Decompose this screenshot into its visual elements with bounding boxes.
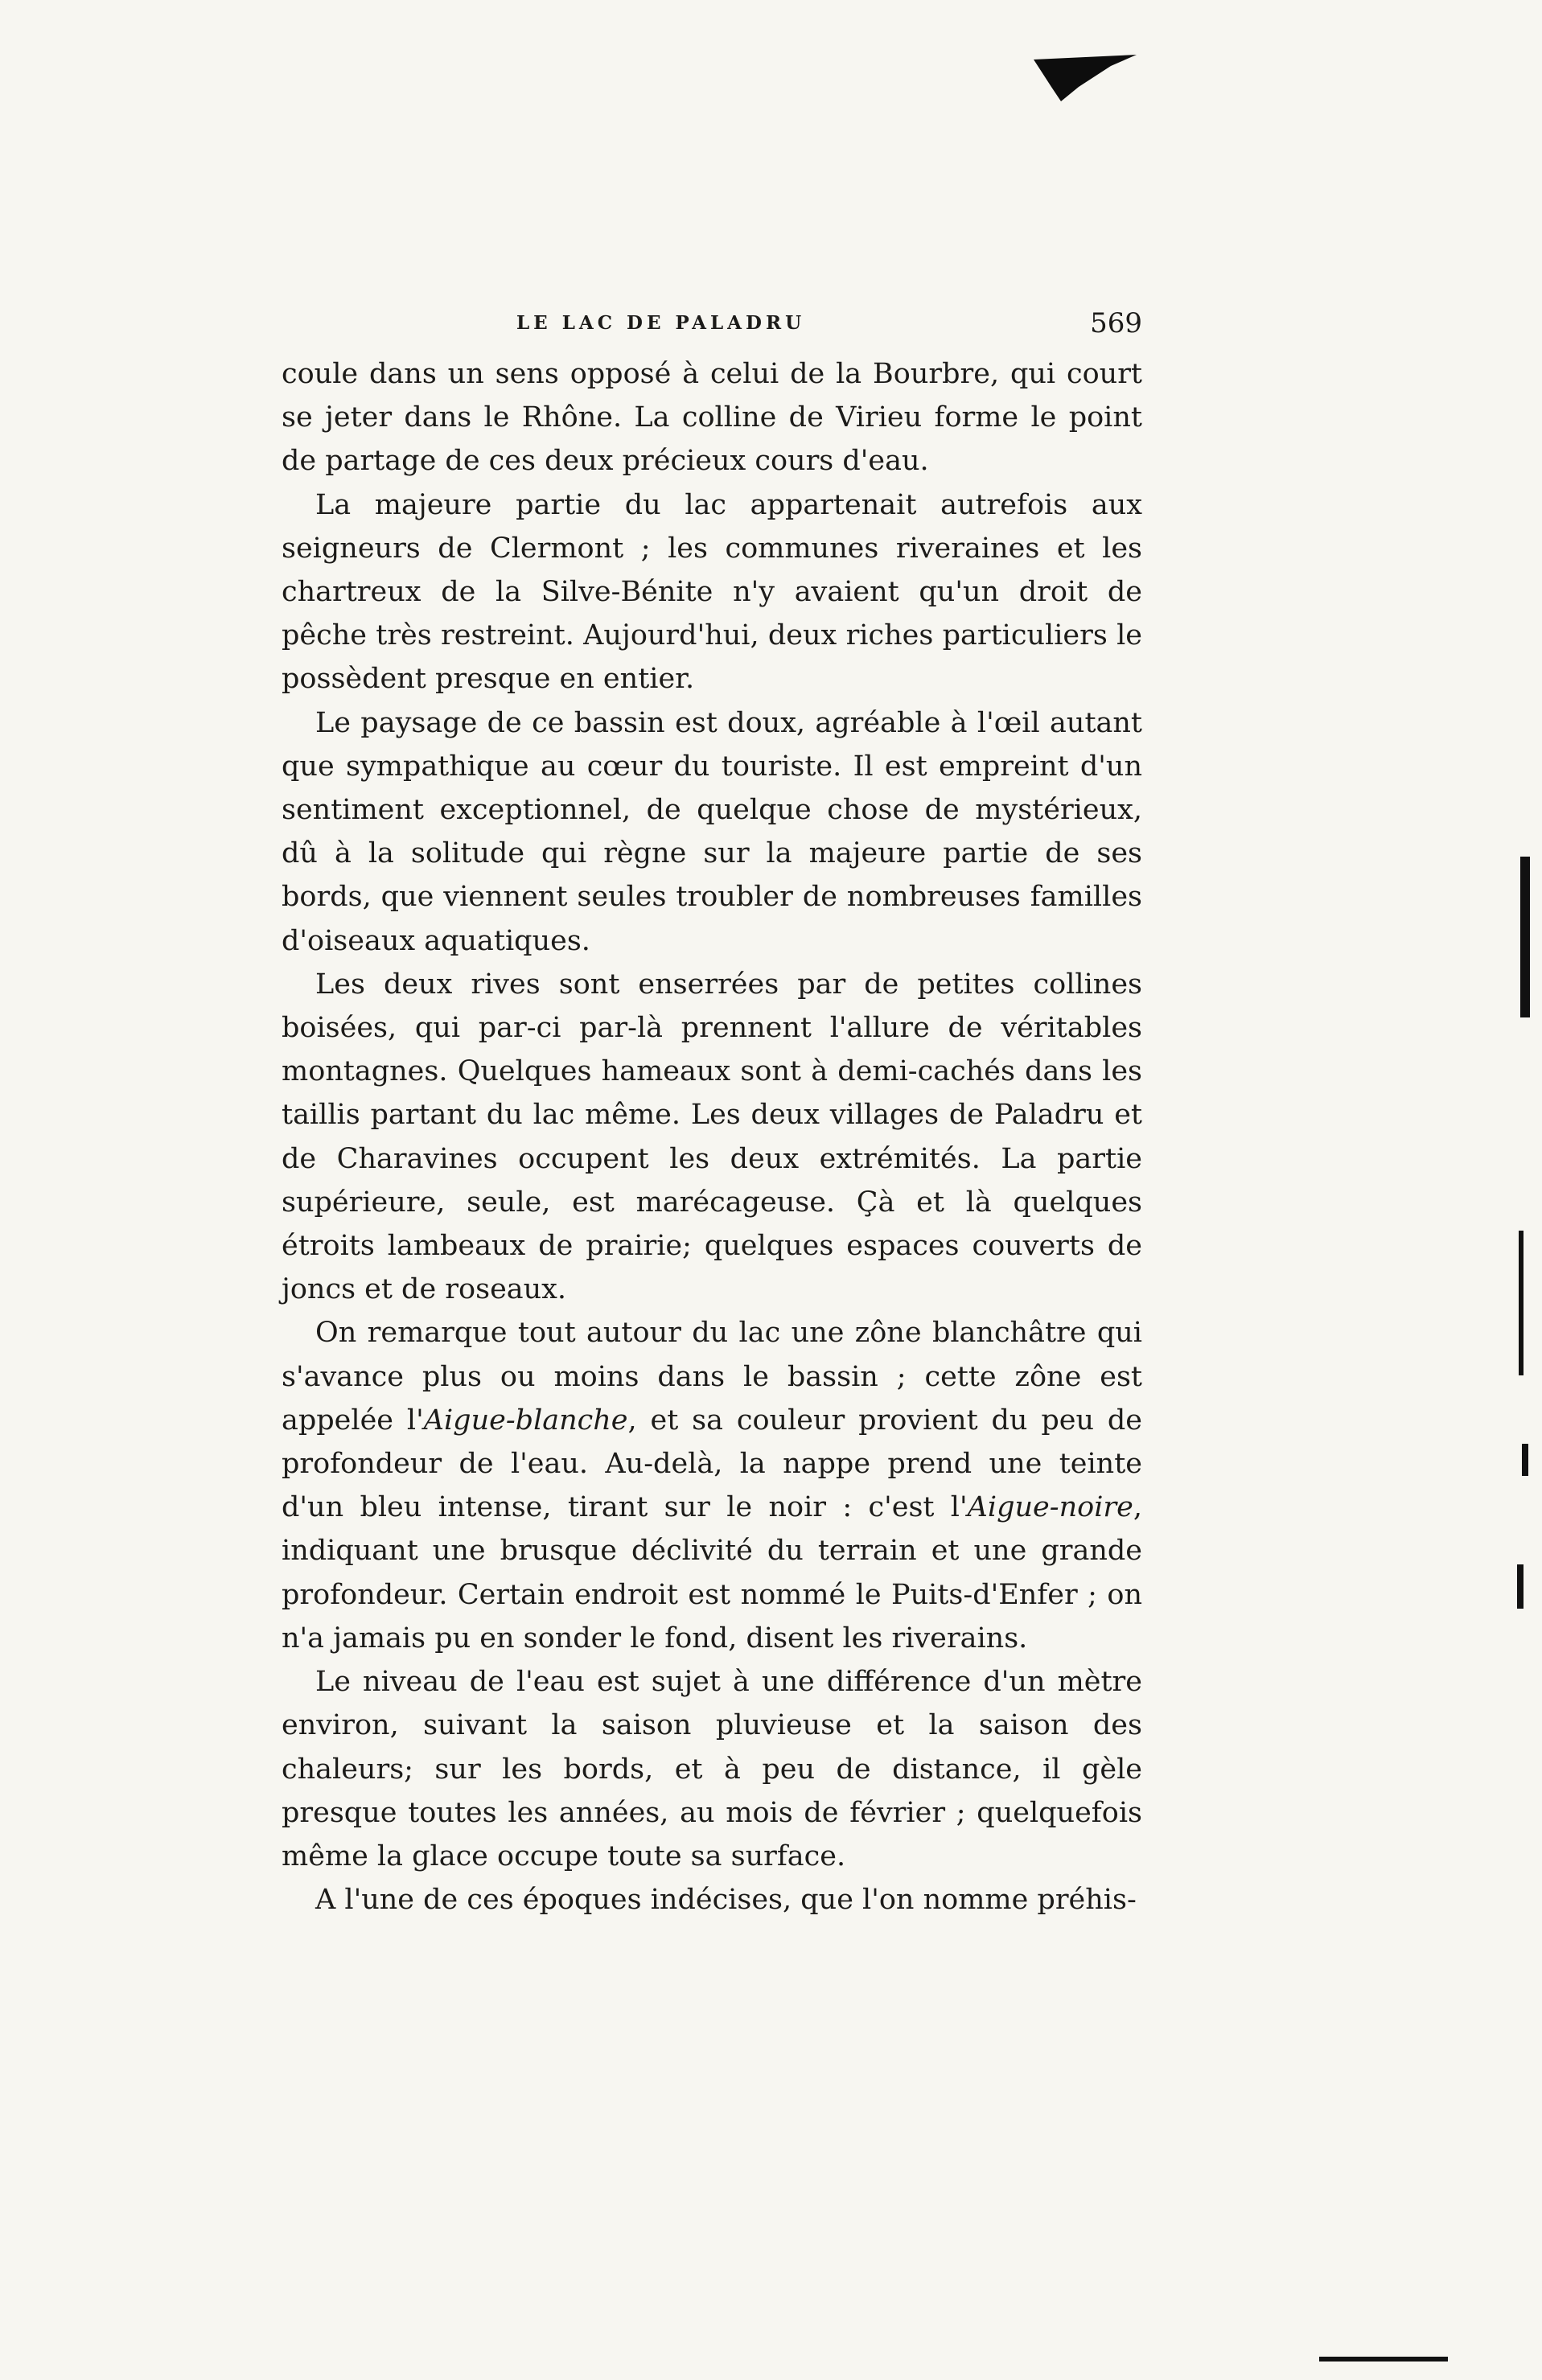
edge-mark [1519, 1231, 1523, 1375]
paragraph: La majeure partie du lac appartenait autrefois aux seigneurs de Clermont ; les communes riveraines et les chartreux de la Silve-Bénite n'y avaient qu'un droit de pêche très restreint. Aujourd'hui, deux riches particuliers le possèdent presque en entier. [282, 488, 1142, 696]
italic-term: Aigue-noire [967, 1491, 1133, 1524]
paragraph-text: , indiquant une brusque déclivité du terrain et une grande profondeur. Certain endroit est nommé le Puits-d'Enfer ; on n'a jamais pu en sonder le fond, disent les riverains. [282, 1491, 1142, 1654]
page-number: 569 [1090, 307, 1142, 339]
paragraph: Le niveau de l'eau est sujet à une différence d'un mètre environ, suivant la saison pluvieuse et la saison des chaleurs; sur les bords, et à peu de distance, il gèle presque toutes les années, au mois de février ; quelquefois même la glace occupe toute sa surface. [282, 1666, 1142, 1872]
ink-blot-icon [1034, 55, 1138, 103]
paragraph: Les deux rives sont enserrées par de petites collines boisées, qui par-ci par-là prennent l'allure de véritables montagnes. Quelques hameaux sont à demi-cachés dans les taillis partant du lac même. Les deux villages de Paladru et de Charavines occupent les deux extrémités. La partie supérieure, seule, est marécageuse. Çà et là quelques étroits lambeaux de prairie; quelques espaces couverts de joncs et de roseaux. [282, 968, 1142, 1306]
paragraph: coule dans un sens opposé à celui de la Bourbre, qui court se jeter dans le Rhône. La colline de Virieu forme le point de partage de ces deux précieux cours d'eau. [282, 358, 1142, 478]
paragraph-text: , et sa couleur provient du peu de profondeur de l'eau. Au-delà, la nappe prend une teinte d'un bleu intense, tirant sur le noir : c'est l' [282, 1404, 1142, 1524]
edge-mark [1522, 1444, 1528, 1476]
paragraph [282, 1311, 1142, 1660]
edge-mark [1520, 857, 1530, 1017]
paragraph: Le paysage de ce bassin est doux, agréable à l'œil autant que sympathique au cœur du touriste. Il est empreint d'un sentiment exceptionnel, de quelque chose de mystérieux, dû à la solitude qui règne sur la majeure partie de ses bords, que viennent seules troubler de nombreuses familles d'oiseaux aquatiques. [282, 706, 1142, 957]
page-header [282, 307, 1142, 352]
paragraph-text: On remarque tout autour du lac une zône blanchâtre qui s'avance plus ou moins dans le bassin ; cette zône est appelée l' [282, 1317, 1142, 1437]
edge-mark [1517, 1564, 1523, 1609]
italic-term: Aigue-blanche [423, 1404, 628, 1437]
bottom-rule [1319, 2357, 1448, 2362]
paragraph: A l'une de ces époques indécises, que l'on nomme préhis- [315, 1884, 1137, 1917]
body-text [282, 352, 1142, 1922]
running-title: LE LAC DE PALADRU [516, 312, 806, 334]
